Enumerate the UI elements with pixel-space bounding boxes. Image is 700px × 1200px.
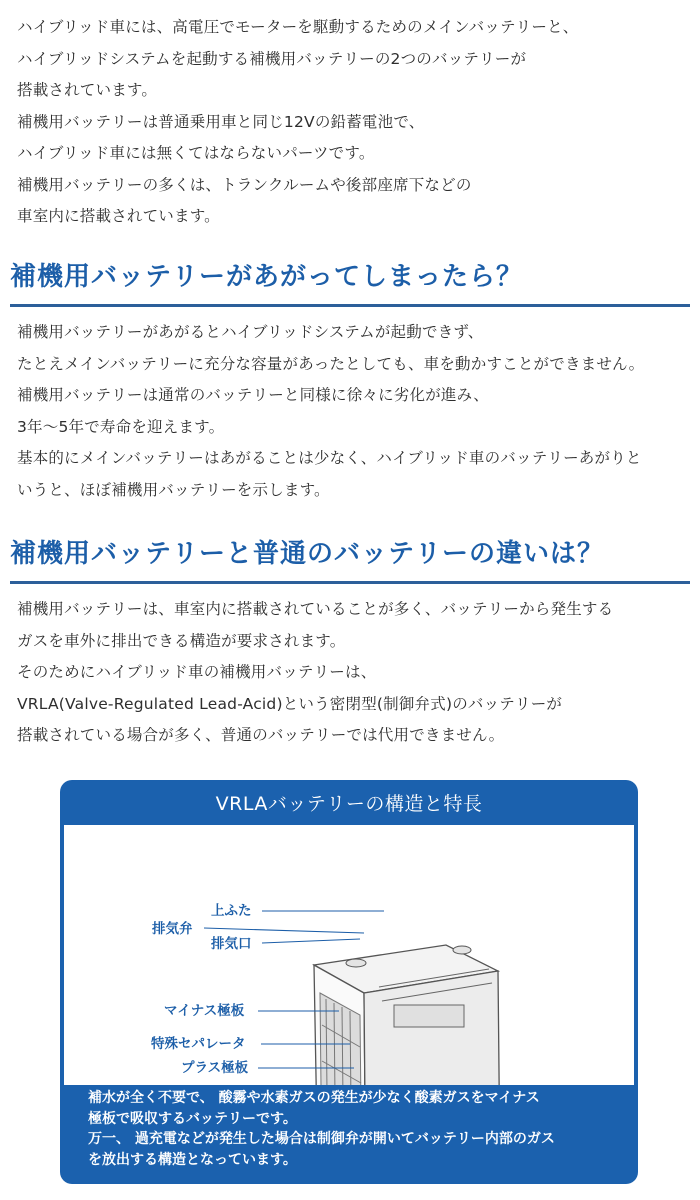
intro-line: 車室内に搭載されています。 xyxy=(17,207,220,225)
section1-divider xyxy=(10,304,690,307)
section1-line: 補機用バッテリーがあがるとハイブリッドシステムが起動できず、 xyxy=(17,323,484,341)
section1-line: たとえメインバッテリーに充分な容量があったとしても、車を動かすことができません。 xyxy=(17,354,645,373)
vrla-panel xyxy=(60,780,638,1184)
vrla-description-line: 極板で吸収するバッテリーです。 xyxy=(88,1110,297,1127)
intro-line: ハイブリッド車には、高電圧でモーターを駆動するためのメインバッテリーと、 xyxy=(17,18,579,36)
section1-line: 3年～5年で寿命を迎えます。 xyxy=(17,417,225,436)
vrla-description-line: 補水が全く不要で、 酸霧や水素ガスの発生が少なく酸素ガスをマイナス xyxy=(88,1090,540,1106)
vrla-diagram-area xyxy=(64,825,634,1085)
battery-cutaway-illustration xyxy=(64,825,634,1085)
label-negative-plate: マイナス極板 xyxy=(164,1003,245,1019)
vrla-description xyxy=(88,1088,618,1170)
intro-line: 補機用バッテリーの多くは、トランクルームや後部座席下などの xyxy=(17,175,472,194)
vrla-panel-title: VRLAバッテリーの構造と特長 xyxy=(215,793,483,815)
section2-line: VRLA(Valve-Regulated Lead-Acid)という密閉型(制御弁式)のバッテリーが xyxy=(17,694,563,713)
section1-line: 補機用バッテリーは通常のバッテリーと同様に徐々に劣化が進み、 xyxy=(17,386,489,404)
intro-line: 補機用バッテリーは普通乗用車と同じ12Vの鉛蓄電池で、 xyxy=(17,112,425,131)
section2-line: 補機用バッテリーは、車室内に搭載されていることが多く、バッテリーから発生する xyxy=(17,600,614,618)
section2-heading-block xyxy=(10,537,690,584)
section1-line: いうと、ほぼ補機用バッテリーを示します。 xyxy=(17,480,330,499)
terminal-icon xyxy=(346,959,366,967)
section1-heading-block xyxy=(10,260,690,307)
intro-line: 搭載されています。 xyxy=(17,81,158,99)
vrla-description-line: を放出する構造となっています。 xyxy=(88,1151,297,1168)
section1-paragraph xyxy=(17,317,644,506)
section1-line: 基本的にメインバッテリーはあがることは少なく、ハイブリッド車のバッテリーあがりと xyxy=(17,449,642,467)
label-separator: 特殊セパレータ xyxy=(151,1036,246,1052)
section1-heading: 補機用バッテリーがあがってしまったら？ xyxy=(10,262,524,292)
label-top-lid: 上ふた xyxy=(211,903,252,919)
section2-divider xyxy=(10,581,690,584)
section2-heading: 補機用バッテリーと普通のバッテリーの違いは？ xyxy=(10,539,605,569)
section2-paragraph xyxy=(17,594,613,752)
intro-line: ハイブリッド車には無くてはならないパーツです。 xyxy=(17,144,375,162)
terminal-icon xyxy=(453,946,471,954)
intro-paragraph xyxy=(17,12,578,233)
vrla-description-line: 万一、 過充電などが発生した場合は制御弁が開いてバッテリー内部のガス xyxy=(88,1131,555,1147)
label-exhaust-valve: 排気弁 xyxy=(152,921,193,937)
intro-line: ハイブリッドシステムを起動する補機用バッテリーの2つのバッテリーが xyxy=(17,49,527,68)
label-exhaust-port: 排気口 xyxy=(211,936,252,952)
section2-line: ガスを車外に排出できる構造が要求されます。 xyxy=(17,631,346,650)
section2-line: そのためにハイブリッド車の補機用バッテリーは、 xyxy=(17,663,377,681)
section2-line: 搭載されている場合が多く、普通のバッテリーでは代用できません。 xyxy=(17,726,505,744)
label-positive-plate: プラス極板 xyxy=(181,1060,249,1076)
